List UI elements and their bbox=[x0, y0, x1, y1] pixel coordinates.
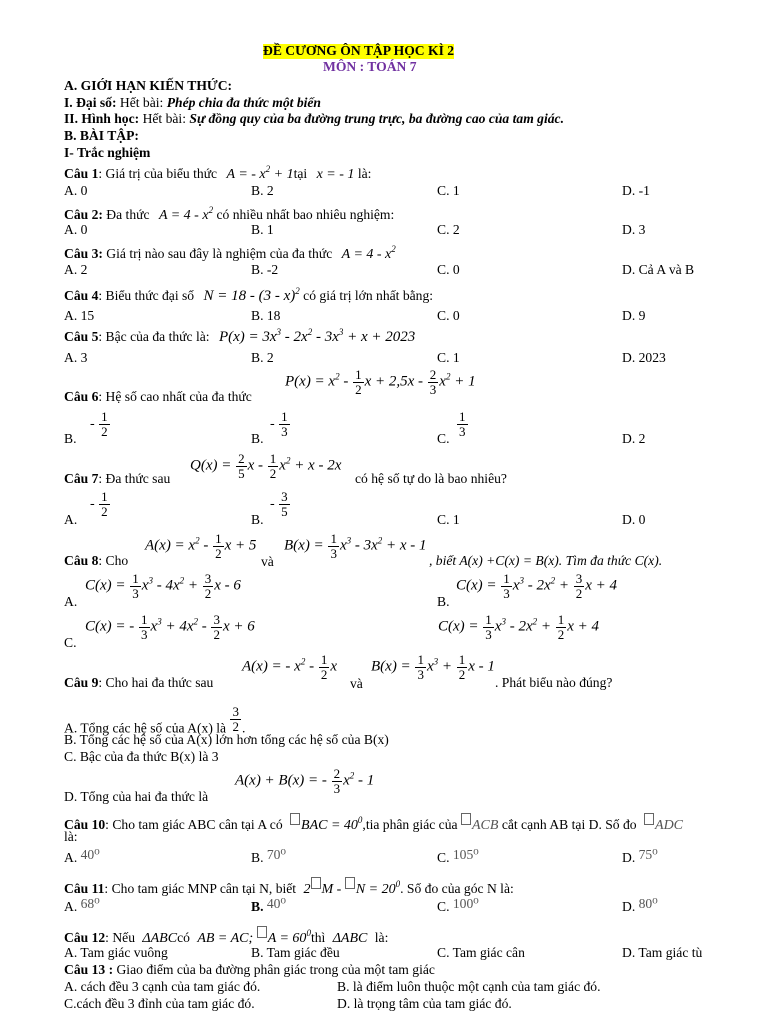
q3-option-d: D. Cả A và B bbox=[622, 262, 695, 277]
q8-option-a: A. bbox=[64, 594, 78, 609]
question-7: Câu 7: Đa thức sau bbox=[64, 471, 171, 486]
q6-option-c: C. bbox=[437, 431, 450, 446]
q8-answer-b: C(x) = $\frac{1}{3}$ $x^3 - 2x^2$ + $\frac{3}{2}$ x + 4 bbox=[456, 571, 618, 601]
question-2: Câu 2: Đa thức $A = 4 - x^2$ có nhiều nhất bao nhiêu nghiệm: bbox=[64, 205, 395, 223]
q9-polynomial-b: B(x) = $\frac{1}{3}$ $x^3$ + $\frac{1}{2}$ x - 1 bbox=[371, 652, 495, 682]
q13-option-b: B. là điểm luôn thuộc một cạnh của tam giác đó. bbox=[337, 979, 601, 994]
q8-question-end: , biết A(x) +C(x) = B(x). Tìm đa thức C(x). bbox=[429, 553, 663, 568]
question-12: Câu 12: Nếu ΔABCcó AB = AC; $A = 60^0thì$ ΔABC là: bbox=[64, 928, 389, 946]
q6-option-a: B. bbox=[64, 431, 77, 446]
q1-option-b: B. 2 bbox=[251, 183, 274, 198]
q12-option-a: A. Tam giác vuông bbox=[64, 945, 168, 960]
q1-option-c: C. 1 bbox=[437, 183, 460, 198]
q7-polynomial: Q(x) = $\frac{2}{5}$ x - $\frac{1}{2}$ $x^2 + x - 2x$ bbox=[190, 451, 342, 481]
q8-and: và bbox=[261, 554, 274, 569]
page-subtitle: MÔN : TOÁN 7 bbox=[323, 59, 417, 74]
q13-option-d: D. là trọng tâm của tam giác đó. bbox=[337, 996, 512, 1011]
q6-value-b: - $\frac{1}{3}$ bbox=[270, 409, 288, 439]
q11-option-c: C. 100⁰ bbox=[437, 896, 479, 914]
section-a-heading: A. GIỚI HẠN KIẾN THỨC: bbox=[64, 78, 233, 93]
q12-option-c: C. Tam giác cân bbox=[437, 945, 525, 960]
geometry-limit: II. Hình học: Hết bài: Sự đồng quy của ba đường trung trực, ba đường cao của tam giác. bbox=[64, 111, 564, 126]
q8-answer-d: C(x) = $\frac{1}{3}$ $x^3 - 2x^2$ + $\frac{1}{2}$ x + 4 bbox=[438, 612, 600, 642]
q2-option-d: D. 3 bbox=[622, 222, 646, 237]
q6-option-d: D. 2 bbox=[622, 431, 646, 446]
page-title: ĐỀ CƯƠNG ÔN TẬP HỌC KÌ 2 bbox=[263, 43, 455, 58]
question-8: Câu 8: Cho bbox=[64, 553, 129, 568]
q4-option-b: B. 18 bbox=[251, 308, 281, 323]
q9-option-a: A. Tổng các hệ số của A(x) là $\frac{3}{2}$ . bbox=[64, 704, 246, 736]
q6-value-a: - $\frac{1}{2}$ bbox=[90, 409, 108, 439]
q2-option-b: B. 1 bbox=[251, 222, 274, 237]
q7-value-b: - $\frac{3}{5}$ bbox=[270, 489, 288, 519]
q1-option-a: A. 0 bbox=[64, 183, 88, 198]
question-9: Câu 9: Cho hai đa thức sau bbox=[64, 675, 214, 690]
q11-option-a: A. 68⁰ bbox=[64, 896, 100, 914]
q10-option-c: C. 105⁰ bbox=[437, 847, 479, 865]
q9-and: và bbox=[350, 676, 363, 691]
question-1: Câu 1: Giá trị của biểu thức A = - $x^2$ + 1tại x = - 1 là: bbox=[64, 164, 372, 182]
part-1-heading: I- Trắc nghiệm bbox=[64, 145, 151, 160]
question-5: Câu 5: Bậc của đa thức là: $P(x) = 3x^3 - 2x^2 - 3x^3 + x + 2023$ bbox=[64, 327, 416, 345]
section-b-heading: B. BÀI TẬP: bbox=[64, 128, 139, 143]
q13-option-c: C.cách đều 3 đỉnh của tam giác đó. bbox=[64, 996, 255, 1011]
q5-option-b: B. 2 bbox=[251, 350, 274, 365]
q9-option-c: C. Bậc của đa thức B(x) là 3 bbox=[64, 749, 219, 764]
q4-option-a: A. 15 bbox=[64, 308, 95, 323]
q7-option-d: D. 0 bbox=[622, 512, 646, 527]
question-6: Câu 6: Hệ số cao nhất của đa thức bbox=[64, 389, 252, 404]
q9-option-b: B. Tổng các hệ số của A(x) lớn hơn tổng các hệ số của B(x) bbox=[64, 732, 389, 747]
q13-option-a: A. cách đều 3 cạnh của tam giác đó. bbox=[64, 979, 261, 994]
q8-answer-a: C(x) = $\frac{1}{3}$ $x^3 - 4x^2$ + $\frac{3}{2}$ x - 6 bbox=[85, 571, 241, 601]
q6-option-b: B. bbox=[251, 431, 264, 446]
q8-polynomial-a: $A(x) = x^2$ - $\frac{1}{2}$ x + 5 bbox=[145, 531, 257, 561]
question-4: Câu 4: Biểu thức đại số N = 18 - (3 - x)$^2$ có giá trị lớn nhất bằng: bbox=[64, 286, 434, 304]
q4-option-d: D. 9 bbox=[622, 308, 646, 323]
q2-option-c: C. 2 bbox=[437, 222, 460, 237]
q5-option-c: C. 1 bbox=[437, 350, 460, 365]
question-13: Câu 13 : Giao điểm của ba đường phân giác trong của một tam giác bbox=[64, 962, 435, 977]
q7-value-a: - $\frac{1}{2}$ bbox=[90, 489, 108, 519]
q1-option-d: D. -1 bbox=[622, 183, 650, 198]
q10-question-end: là: bbox=[64, 829, 78, 844]
q11-option-d: D. 80⁰ bbox=[622, 896, 658, 914]
q7-option-b: B. bbox=[251, 512, 264, 527]
q11-option-b: B. 40⁰ bbox=[251, 896, 286, 914]
q8-answer-c: C(x) = - $\frac{1}{3}$ $x^3 + 4x^2$ - $\frac{3}{2}$ x + 6 bbox=[85, 612, 255, 642]
question-10: Câu 10: Cho tam giác ABC cân tại A có BAC = $40^0,tia$ phân giác của ACB cắt cạnh AB tại D. Số đo ADC bbox=[64, 815, 684, 833]
q5-option-a: A. 3 bbox=[64, 350, 88, 365]
q12-option-d: D. Tam giác tù bbox=[622, 945, 703, 960]
q3-option-b: B. -2 bbox=[251, 262, 279, 277]
q9-sum-expression: A(x) + B(x) = - $\frac{2}{3}$ $x^2 - 1$ bbox=[235, 766, 375, 796]
q8-polynomial-b: B(x) = $\frac{1}{3}$ $x^3 - 3x^2 + x - 1$ bbox=[284, 531, 427, 561]
q2-option-a: A. 0 bbox=[64, 222, 88, 237]
q9-question-end: . Phát biểu nào đúng? bbox=[495, 675, 613, 690]
q6-value-c: $\frac{1}{3}$ bbox=[459, 409, 466, 439]
q7-option-a: A. bbox=[64, 512, 78, 527]
q3-option-c: C. 0 bbox=[437, 262, 460, 277]
q10-option-a: A. 40⁰ bbox=[64, 847, 100, 865]
q9-option-d: D. Tổng của hai đa thức là bbox=[64, 789, 209, 804]
q7-question-end: có hệ số tự do là bao nhiêu? bbox=[355, 471, 507, 486]
q6-polynomial: $P(x) = x^2$ - $\frac{1}{2}$ x + 2,5x - $\frac{2}{3}$ $x^2 + 1$ bbox=[285, 367, 476, 397]
q8-option-c: C. bbox=[64, 635, 77, 650]
question-3: Câu 3: Giá trị nào sau đây là nghiệm của đa thức $A = 4 - x^2$ bbox=[64, 244, 396, 262]
q10-option-b: B. 70⁰ bbox=[251, 847, 286, 865]
q12-option-b: B. Tam giác đều bbox=[251, 945, 340, 960]
q5-option-d: D. 2023 bbox=[622, 350, 666, 365]
q3-option-a: A. 2 bbox=[64, 262, 88, 277]
q8-option-b: B. bbox=[437, 594, 450, 609]
algebra-limit: I. Đại số: Hết bài: Phép chia đa thức một biến bbox=[64, 95, 321, 110]
q10-option-d: D. 75⁰ bbox=[622, 847, 658, 865]
q7-option-c: C. 1 bbox=[437, 512, 460, 527]
q4-option-c: C. 0 bbox=[437, 308, 460, 323]
q9-polynomial-a: A(x) = - $x^2$ - $\frac{1}{2}$ x bbox=[242, 652, 338, 682]
question-11: Câu 11: Cho tam giác MNP cân tại N, biết 2 $M - N = 20^0$. Số đo của góc N là: bbox=[64, 879, 514, 897]
